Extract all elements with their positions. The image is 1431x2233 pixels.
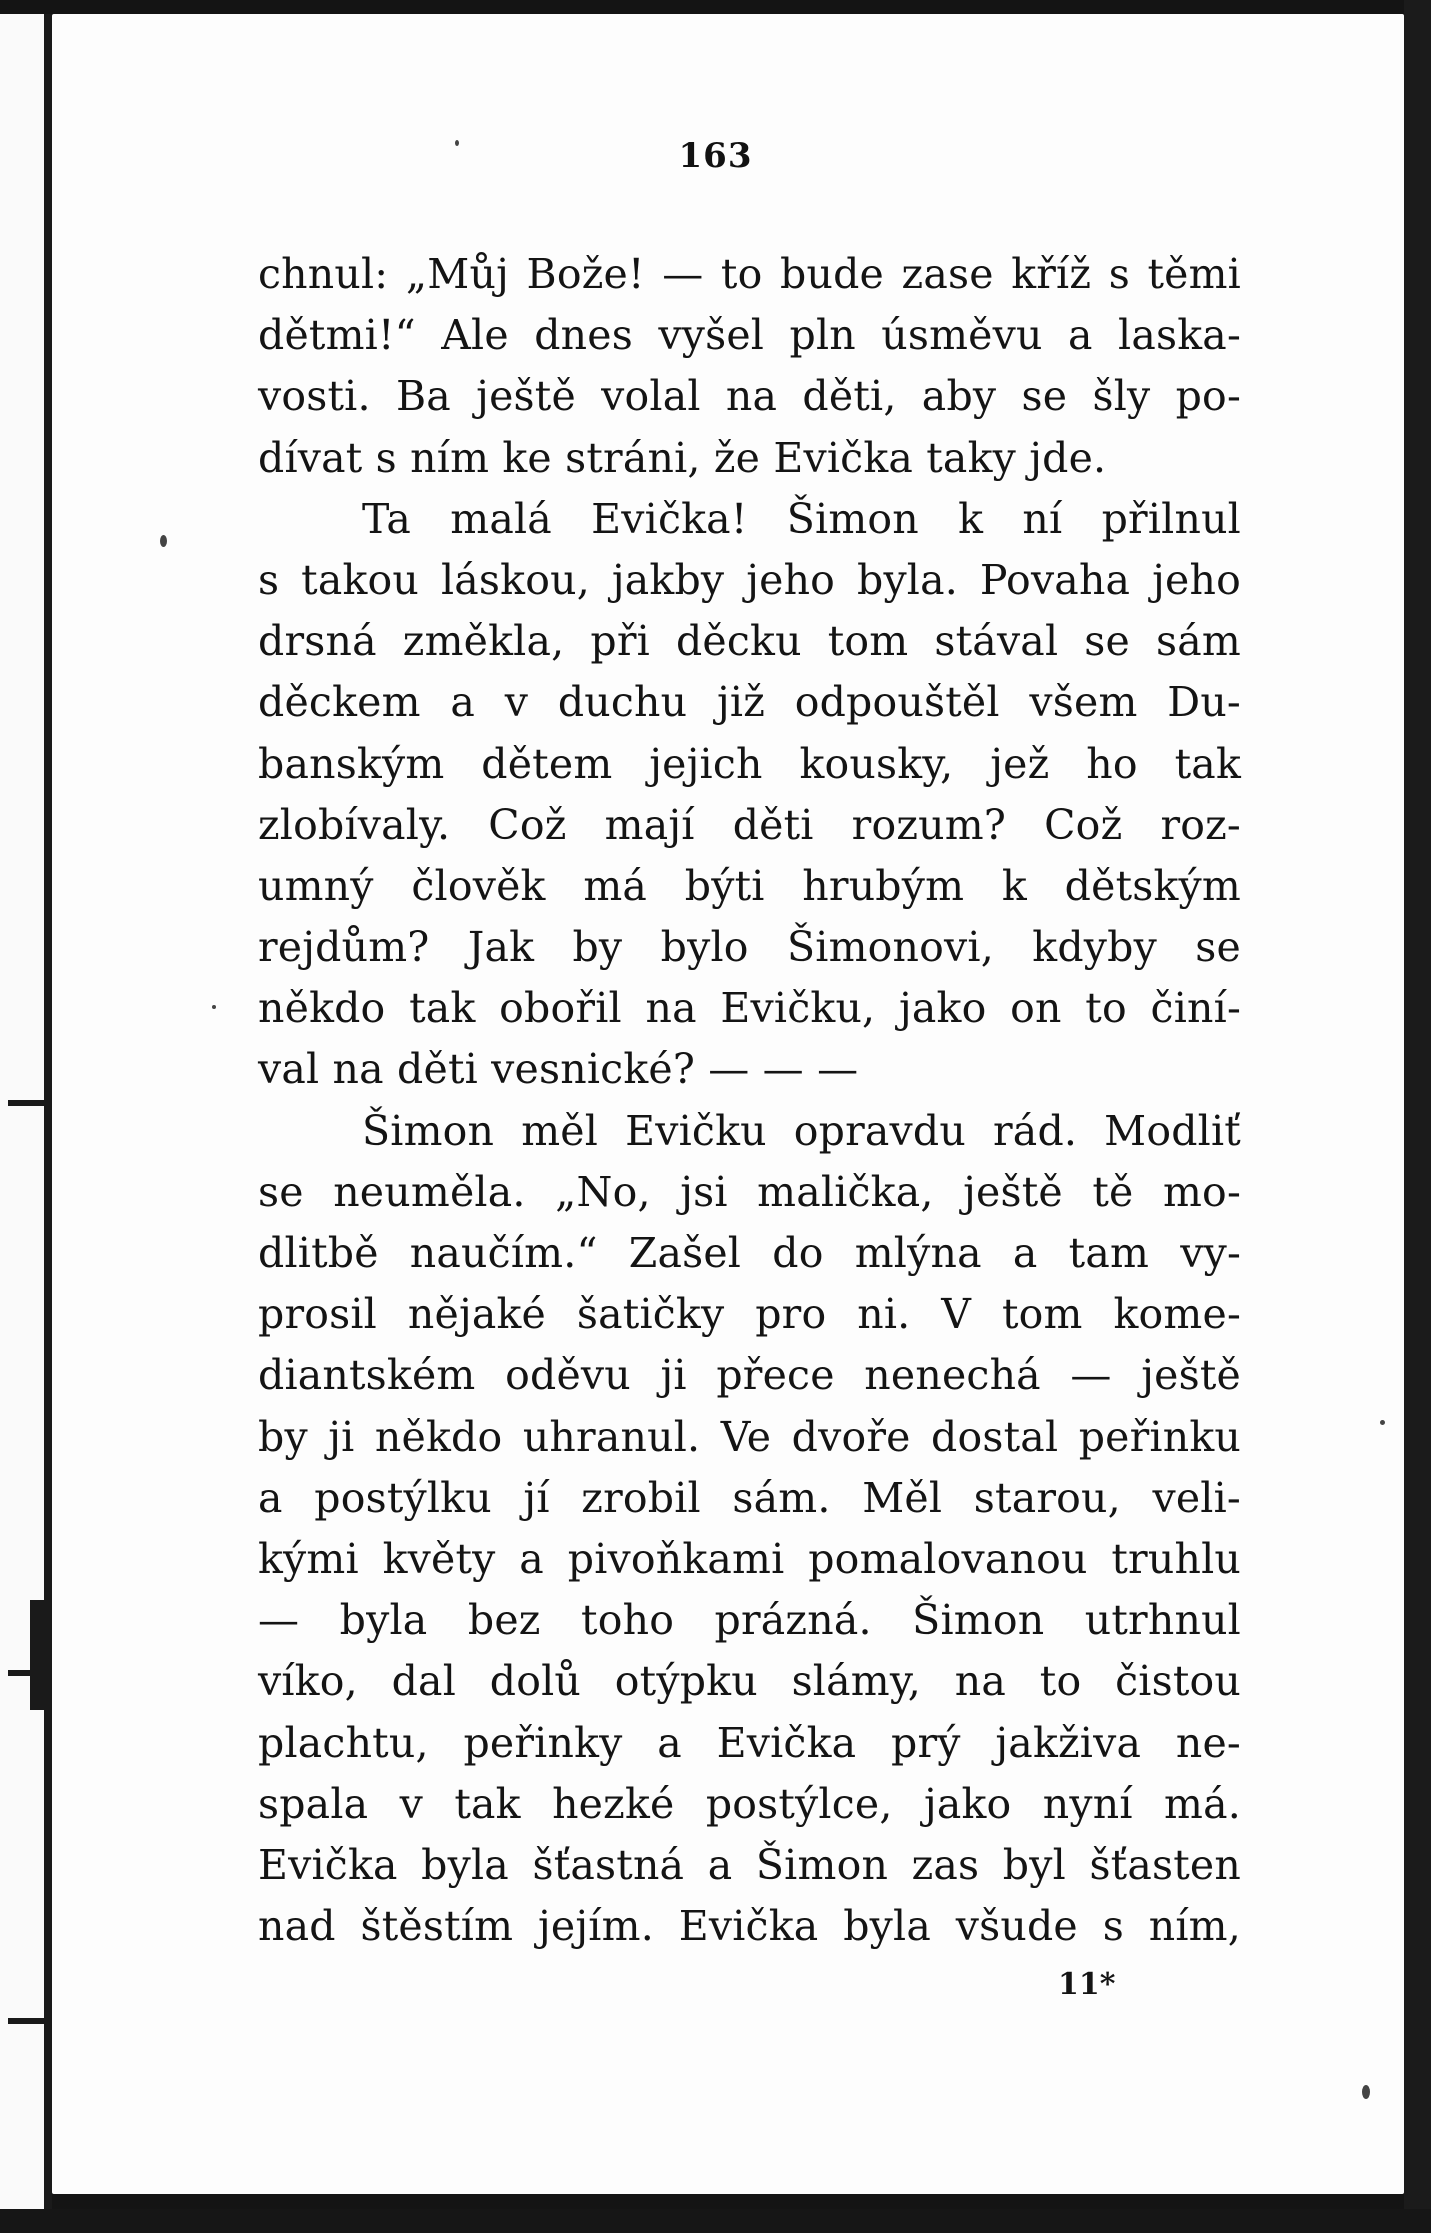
right-scan-border [1404, 0, 1431, 2233]
binding-tick [8, 1100, 52, 1106]
text-line: kými květy a pivoňkami pomalovanou truhlu [258, 1534, 1241, 1583]
text-line: nad štěstím jejím. Evička byla všude s ním, [258, 1902, 1241, 1951]
text-line: vosti. Ba ještě volal na děti, aby se šly po- [258, 372, 1241, 421]
text-line: víko, dal dolů otýpku slámy, na to čistou [258, 1657, 1241, 1706]
text-line: zlobívaly. Což mají děti rozum? Což roz- [258, 800, 1241, 849]
text-line: banským dětem jejich kousky, jež ho tak [258, 739, 1241, 788]
printer-signature-mark: 11* [1058, 1967, 1116, 2002]
text-line: chnul: „Můj Bože! — to bude zase kříž s těmi [258, 250, 1241, 298]
paragraph-first-line: Šimon měl Evičku opravdu rád. Modliť [362, 1106, 1241, 1155]
body-text [258, 244, 1241, 1957]
text-line: umný člověk má býti hrubým k dětským [258, 861, 1241, 910]
text-line: diantském oděvu ji přece nenechá — ještě [258, 1351, 1241, 1400]
binding-tick [30, 1600, 44, 1710]
text-line: rejdům? Jak by bylo Šimonovi, kdyby se [258, 923, 1241, 972]
binding-margin [0, 14, 44, 2209]
text-line: s takou láskou, jakby jeho byla. Povaha jeho [258, 555, 1241, 604]
text-line: drsná změkla, při děcku tom stával se sám [258, 617, 1241, 666]
text-line: dívat s ním ke stráni, že Evička taky jde. [258, 433, 1107, 482]
text-line: Evička byla šťastná a Šimon zas byl šťasten [258, 1840, 1241, 1889]
scan-speck [1380, 1420, 1385, 1425]
page-number: 163 [678, 136, 753, 176]
text-line: se neuměla. „No, jsi malička, ještě tě mo- [258, 1167, 1241, 1216]
text-line: prosil nějaké šatičky pro ni. V tom kome- [258, 1290, 1241, 1339]
scan-speck [212, 1005, 216, 1009]
text-line: by ji někdo uhranul. Ve dvoře dostal peřinku [258, 1412, 1241, 1461]
text-line: val na děti vesnické? — — — [258, 1045, 859, 1094]
text-line: dětmi!“ Ale dnes vyšel pln úsměvu a laska- [258, 311, 1241, 360]
text-line: někdo tak obořil na Evičku, jako on to činí- [258, 984, 1241, 1033]
text-line: děckem a v duchu již odpouštěl všem Du- [258, 678, 1241, 727]
paragraph-first-line: Ta malá Evička! Šimon k ní přilnul [362, 494, 1241, 543]
scan-speck [160, 535, 167, 547]
text-line: dlitbě naučím.“ Zašel do mlýna a tam vy- [258, 1229, 1241, 1277]
text-line: plachtu, peřinky a Evička prý jakživa ne- [258, 1718, 1241, 1767]
text-line: — byla bez toho prázná. Šimon utrhnul [258, 1596, 1241, 1645]
binding-tick [8, 2018, 52, 2024]
text-line: spala v tak hezké postýlce, jako nyní má. [258, 1779, 1241, 1828]
text-line: a postýlku jí zrobil sám. Měl starou, veli- [258, 1473, 1241, 1522]
scan-speck [1362, 2085, 1370, 2099]
binding-edge-line [44, 14, 52, 2209]
bottom-scan-border [0, 2209, 1431, 2233]
